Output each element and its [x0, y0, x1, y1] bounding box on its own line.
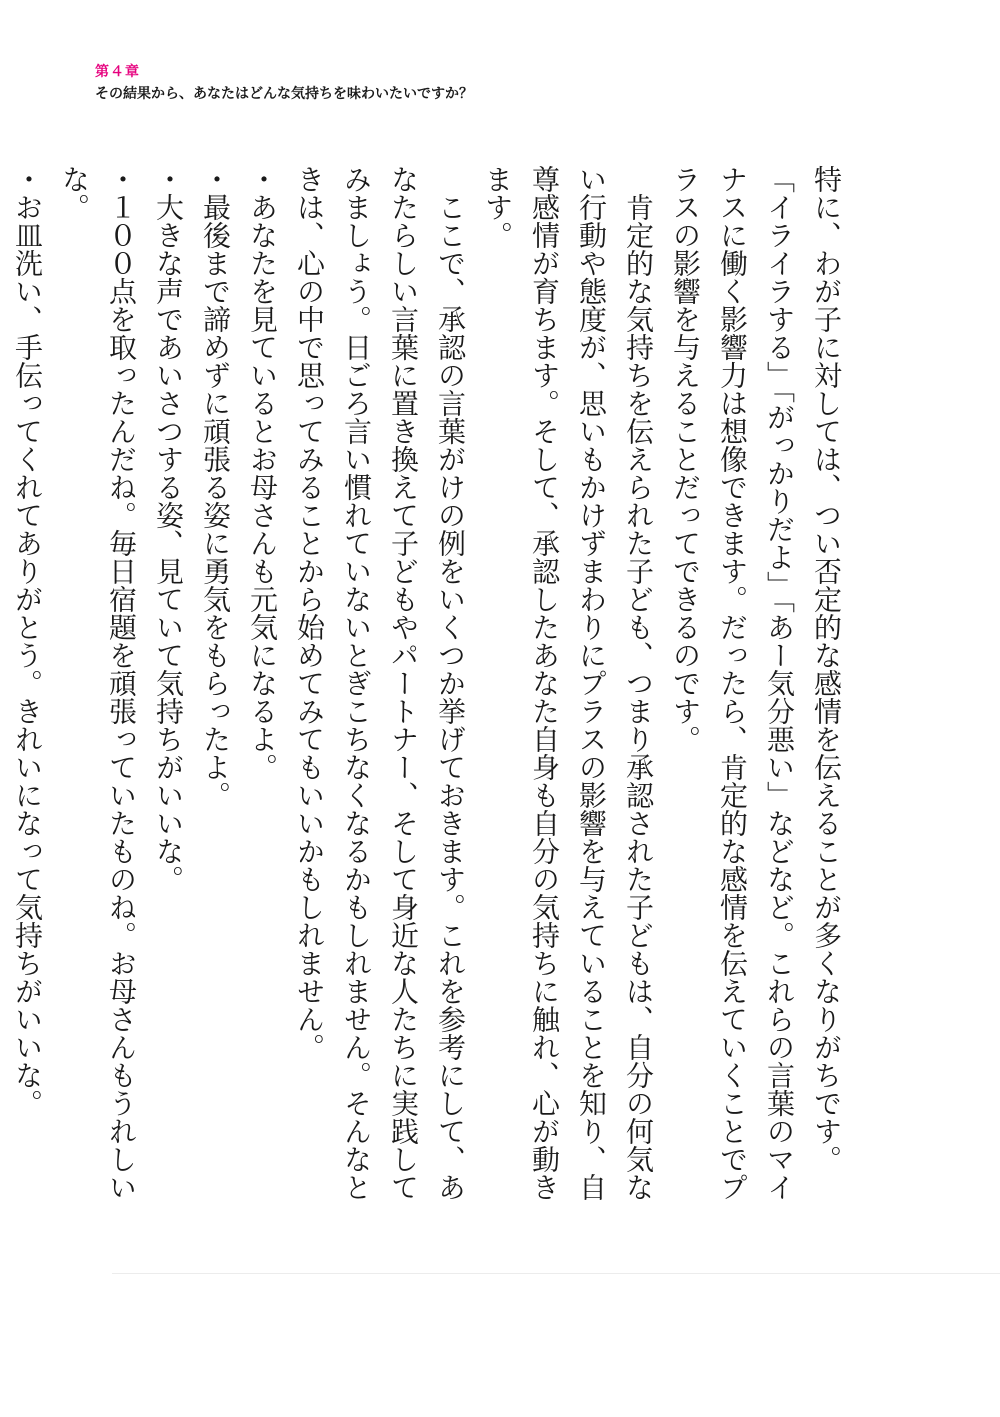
bullet-item: ・お皿洗い、手伝ってくれてありがとう。きれいになって気持ちがいいな。: [11, 165, 44, 1117]
paragraph: 肯定的な気持ちを伝えられた子ども、つまり承認された子どもは、自分の何気ない行動や態度が、思いもかけずまわりにプラスの影響を与えていることを知り、自尊感情が育ちます。そして、承認したあなた自身も自分の気持ちに触れ、心が動きます。: [481, 165, 655, 1201]
vertical-body-text: [11, 165, 850, 1225]
bullet-item: ・最後まで諦めずに頑張る姿に勇気をもらったよ。: [199, 165, 232, 809]
bullet-item: ・大きな声であいさつする姿、見ていて気持ちがいいな。: [152, 165, 185, 893]
bullet-item: ・１００点を取ったんだね。毎日宿題を頑張っていたものね。お母さんもうれしいな。: [58, 165, 138, 1201]
page-divider: [112, 1273, 1000, 1274]
paragraph: 「イライラする」「がっかりだよ」「あー気分悪い」などなど。これらの言葉のマイナスに働く影響力は想像できます。だったら、肯定的な感情を伝えていくことでプラスの影響を与えることだってできるのです。: [669, 165, 796, 1201]
page-header: [95, 62, 473, 104]
chapter-title: その結果から、あなたはどんな気持ちを味わいたいですか？: [95, 86, 473, 102]
paragraph: ここで、承認の言葉がけの例をいくつか挙げておきます。これを参考にして、あなたらしい言葉に置き換えて子どもやパートナー、そして身近な人たちに実践してみましょう。日ごろ言い慣れていないとぎこちなくなるかもしれません。そんなときは、心の中で思ってみることから始めてみてもいいかもしれません。: [293, 165, 467, 1201]
bullet-item: ・あなたを見ているとお母さんも元気になるよ。: [246, 165, 279, 781]
paragraph: 特に、わが子に対しては、つい否定的な感情を伝えることが多くなりがちです。: [810, 165, 843, 1173]
chapter-label: 第４章: [95, 64, 140, 80]
